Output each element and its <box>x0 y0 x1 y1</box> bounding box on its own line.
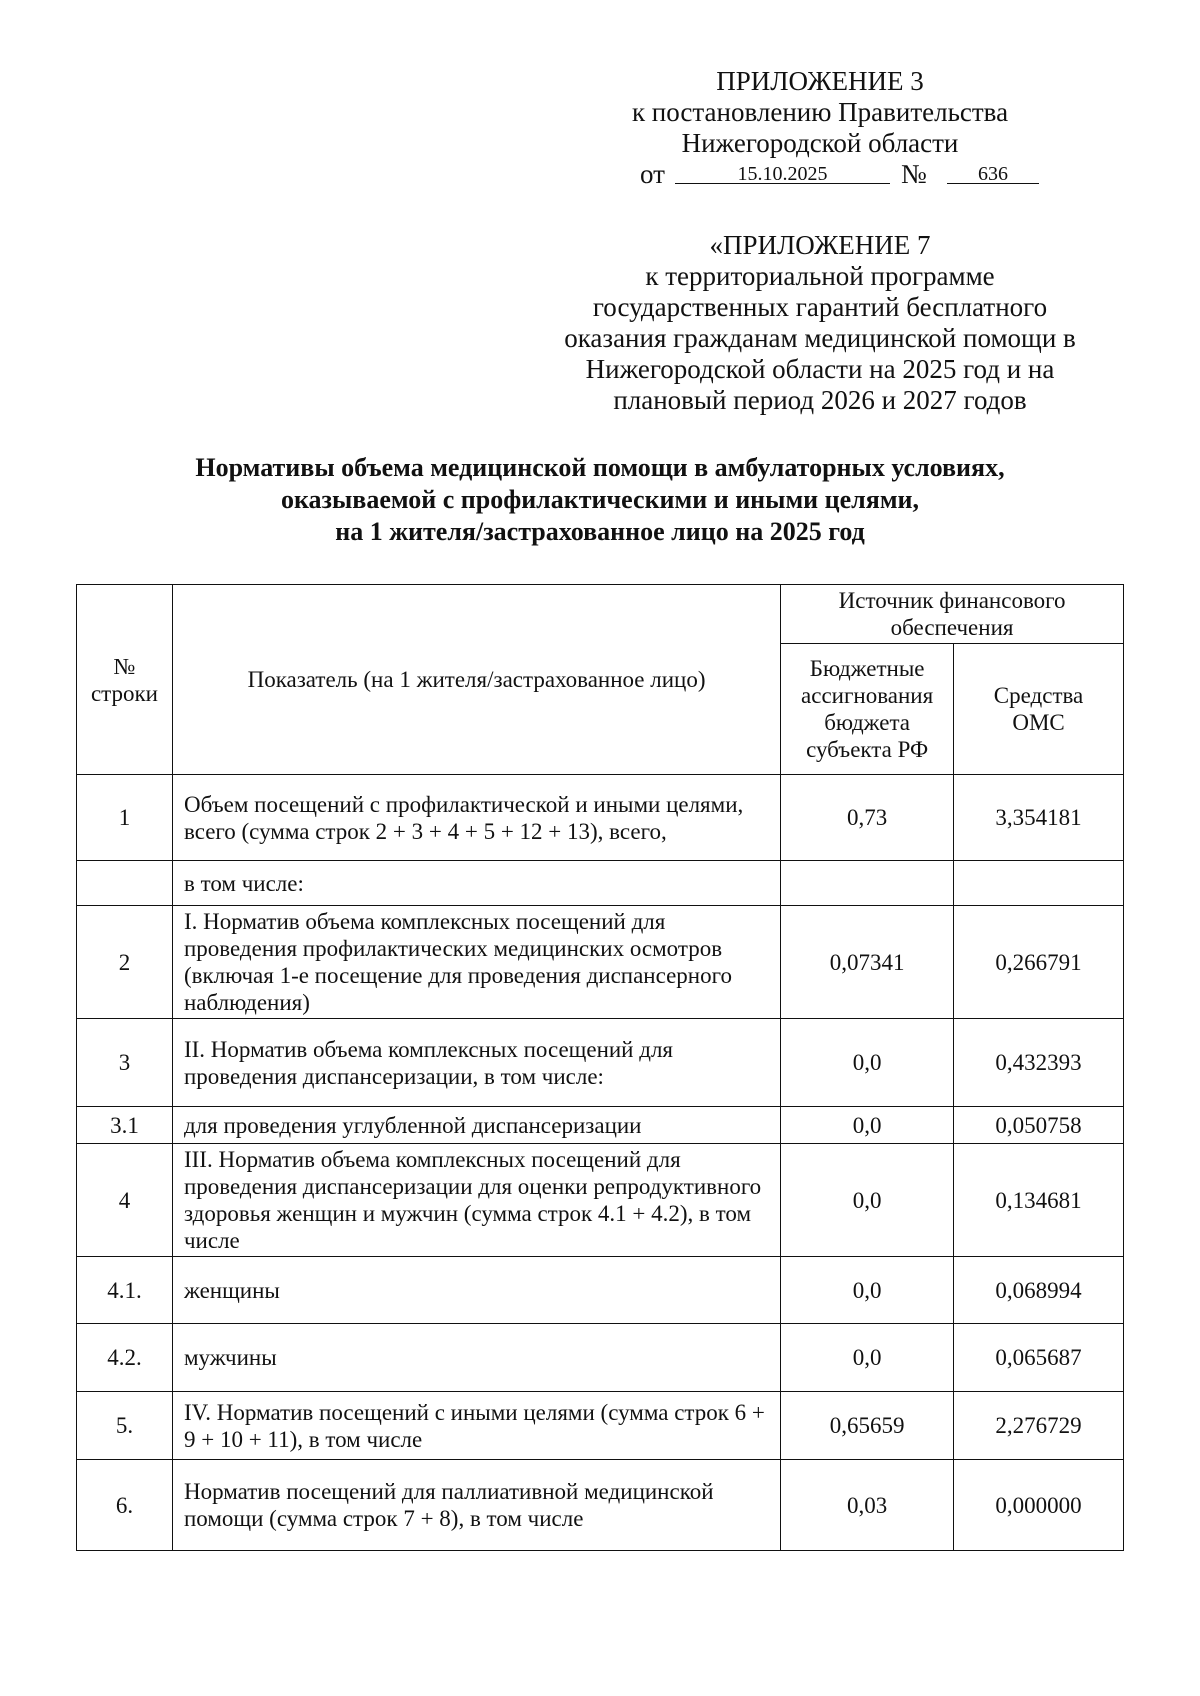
row-oms-value: 0,432393 <box>954 1019 1124 1107</box>
document-title-line: Нормативы объема медицинской помощи в амбулаторных условиях, <box>195 453 1005 482</box>
appendix-3-line-1: к постановлению Правительства <box>631 97 1009 127</box>
row-indicator: IV. Норматив посещений с иными целями (сумма строк 6 + 9 + 10 + 11), в том числе <box>172 1392 780 1460</box>
row-oms-value: 0,266791 <box>954 906 1124 1019</box>
number-label: № <box>901 159 927 189</box>
table-header-row <box>77 585 1124 644</box>
table-row <box>77 861 1124 906</box>
row-oms-value: 3,354181 <box>954 775 1124 861</box>
row-indicator: II. Норматив объема комплексных посещений для проведения диспансеризации, в том числе: <box>172 1019 780 1107</box>
appendix-7-line: к территориальной программе <box>645 261 995 291</box>
row-indicator: I. Норматив объема комплексных посещений для проведения профилактических медицинских осмотров (включая 1-е посещение для проведения диспансерного наблюдения) <box>172 906 780 1019</box>
appendix-3-header <box>520 66 1120 191</box>
row-number: 5. <box>77 1392 173 1460</box>
header-indicator: Показатель (на 1 жителя/застрахованное лицо) <box>172 585 780 775</box>
appendix-7-header <box>520 230 1120 416</box>
row-budget-value: 0,03 <box>781 1460 954 1551</box>
appendix-3-title: ПРИЛОЖЕНИЕ 3 <box>716 66 924 96</box>
table-row <box>77 1392 1124 1460</box>
table-row <box>77 1324 1124 1392</box>
row-indicator: Норматив посещений для паллиативной медицинской помощи (сумма строк 7 + 8), в том числе <box>172 1460 780 1551</box>
row-oms-value: 0,050758 <box>954 1107 1124 1144</box>
row-budget-value: 0,0 <box>781 1144 954 1257</box>
header-funding-source: Источник финансового обеспечения <box>781 585 1124 644</box>
row-budget-value: 0,73 <box>781 775 954 861</box>
row-number <box>77 861 173 906</box>
table-row <box>77 1144 1124 1257</box>
document-title <box>60 452 1140 548</box>
header-oms: Средства ОМС <box>954 644 1124 775</box>
row-number: 2 <box>77 906 173 1019</box>
header-budget: Бюджетные ассигнования бюджета субъекта РФ <box>781 644 954 775</box>
decree-date-line <box>520 159 1120 191</box>
table-row <box>77 775 1124 861</box>
appendix-7-line: государственных гарантий бесплатного <box>592 292 1048 322</box>
appendix-7-line: оказания гражданам медицинской помощи в <box>564 323 1076 353</box>
table-row <box>77 1019 1124 1107</box>
decree-date: 15.10.2025 <box>737 163 828 185</box>
header-row-number: № строки <box>77 585 173 775</box>
table-row <box>77 1107 1124 1144</box>
row-budget-value: 0,0 <box>781 1107 954 1144</box>
row-number: 3 <box>77 1019 173 1107</box>
row-oms-value: 0,000000 <box>954 1460 1124 1551</box>
row-oms-value: 0,068994 <box>954 1257 1124 1324</box>
row-number: 4.1. <box>77 1257 173 1324</box>
row-number: 4.2. <box>77 1324 173 1392</box>
row-oms-value: 2,276729 <box>954 1392 1124 1460</box>
appendix-7-line: плановый период 2026 и 2027 годов <box>613 385 1027 415</box>
document-title-line: на 1 жителя/застрахованное лицо на 2025 год <box>335 517 865 546</box>
appendix-3-line-2: Нижегородской области <box>681 128 959 158</box>
row-budget-value: 0,07341 <box>781 906 954 1019</box>
row-budget-value: 0,0 <box>781 1257 954 1324</box>
row-number: 1 <box>77 775 173 861</box>
row-indicator: III. Норматив объема комплексных посещений для проведения диспансеризации для оценки репродуктивного здоровья женщин и мужчин (сумма строк 4.1 + 4.2), в том числе <box>172 1144 780 1257</box>
row-number: 4 <box>77 1144 173 1257</box>
row-budget-value: 0,65659 <box>781 1392 954 1460</box>
row-indicator: женщины <box>172 1257 780 1324</box>
row-number: 6. <box>77 1460 173 1551</box>
table-row <box>77 906 1124 1019</box>
row-number: 3.1 <box>77 1107 173 1144</box>
row-oms-value: 0,065687 <box>954 1324 1124 1392</box>
row-indicator: Объем посещений с профилактической и иными целями, всего (сумма строк 2 + 3 + 4 + 5 + 12 + 13), всего, <box>172 775 780 861</box>
row-budget-value: 0,0 <box>781 1324 954 1392</box>
norms-table <box>76 584 1124 1551</box>
row-budget-value <box>781 861 954 906</box>
from-label: от <box>640 159 665 189</box>
row-indicator: в том числе: <box>172 861 780 906</box>
decree-number: 636 <box>978 163 1008 185</box>
appendix-7-line: Нижегородской области на 2025 год и на <box>585 354 1055 384</box>
row-oms-value <box>954 861 1124 906</box>
table-row <box>77 1460 1124 1551</box>
appendix-7-title: «ПРИЛОЖЕНИЕ 7 <box>709 230 931 260</box>
table-row <box>77 1257 1124 1324</box>
row-indicator: для проведения углубленной диспансеризации <box>172 1107 780 1144</box>
row-oms-value: 0,134681 <box>954 1144 1124 1257</box>
row-budget-value: 0,0 <box>781 1019 954 1107</box>
document-title-line: оказываемой с профилактическими и иными целями, <box>280 485 920 514</box>
row-indicator: мужчины <box>172 1324 780 1392</box>
